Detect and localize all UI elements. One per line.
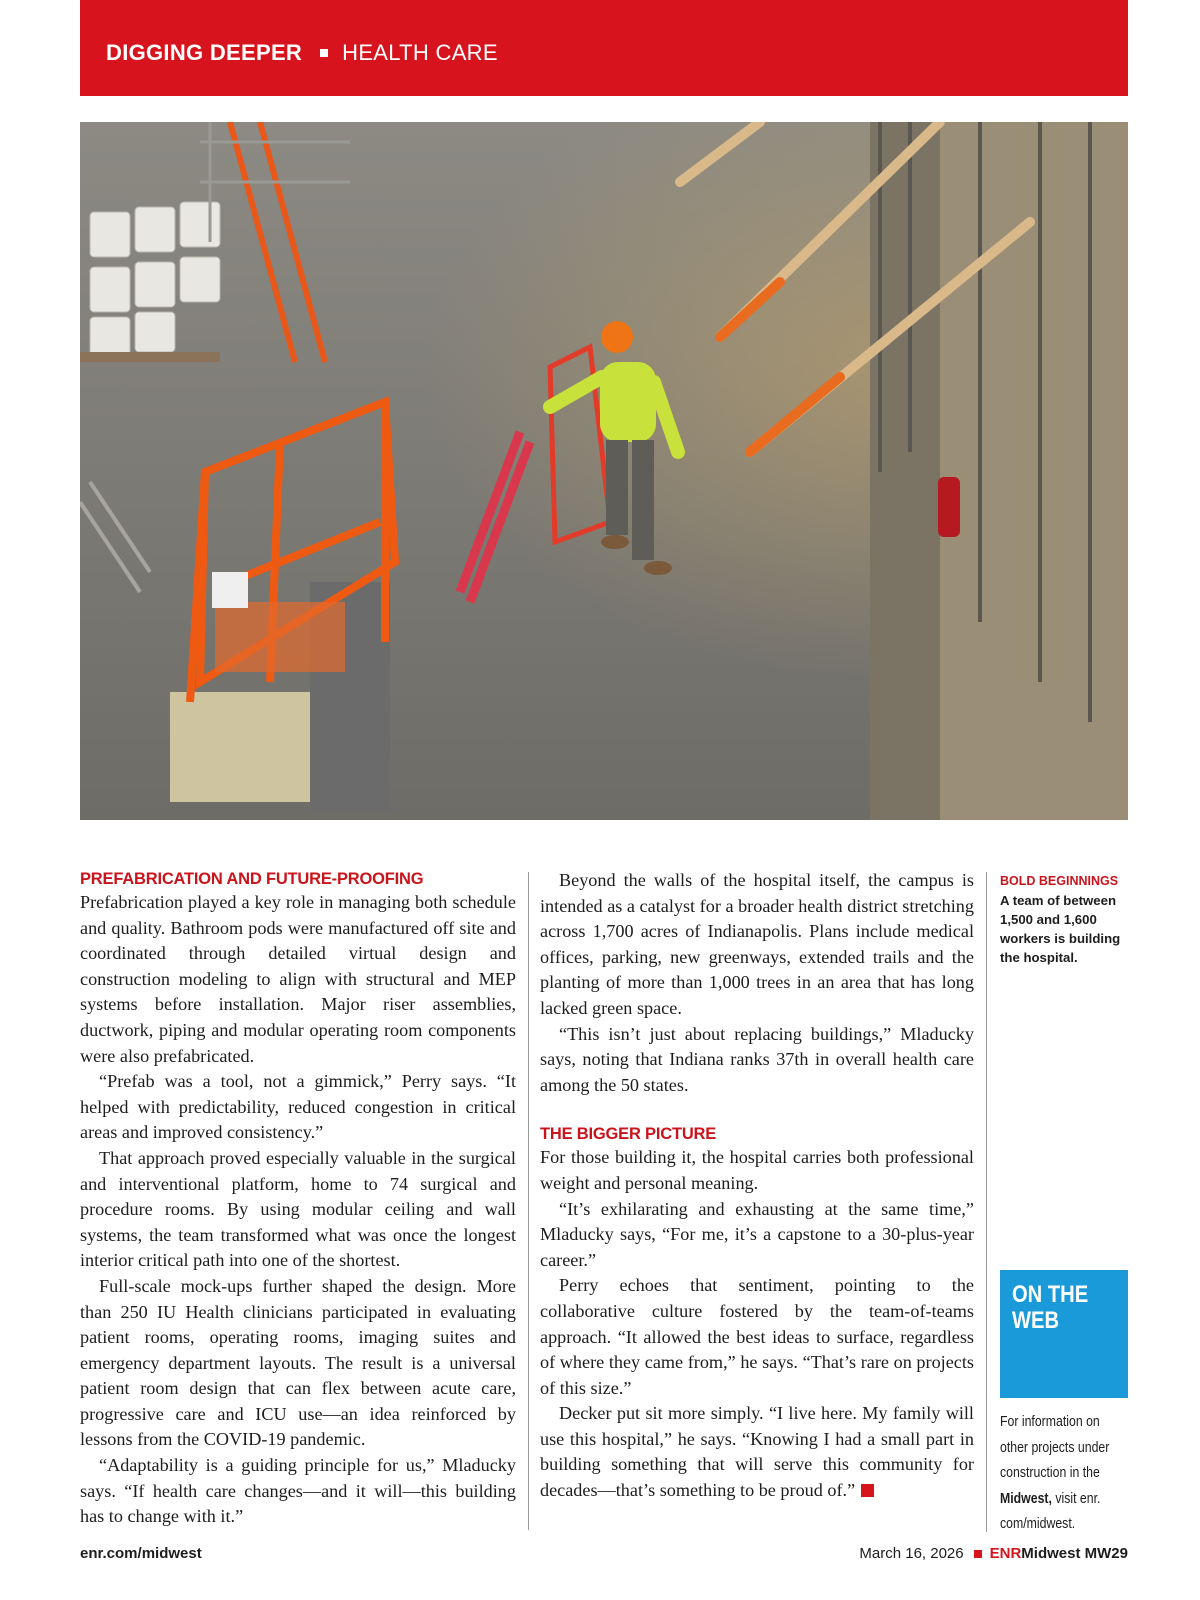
footer-url: enr.com/midwest [80, 1545, 202, 1562]
sidebar-divider [986, 872, 987, 1532]
body-paragraph: Beyond the walls of the hospital itself, the campus is intended as a catalyst for a broader health district stretching across 1,700 acres of Indianapolis. Plans include medical offices, parking, new greenways, extended trails and the planting of more than 1,000 trees in an area that has long lacked green space. [540, 870, 974, 1018]
header-separator-icon [320, 49, 328, 57]
on-the-web-title-line1: ON THE [1012, 1281, 1089, 1308]
on-the-web-box [1000, 1270, 1128, 1398]
construction-photo-illustration [80, 122, 1128, 820]
footer-folio [859, 1545, 1128, 1562]
article-column-1 [80, 868, 516, 1530]
footer-brand: ENR [989, 1545, 1022, 1562]
section-title: DIGGING DEEPER [106, 40, 303, 65]
subhead-prefabrication: PREFABRICATION AND FUTURE-PROOFING [80, 870, 424, 888]
column-divider [528, 872, 529, 1530]
end-mark-icon [861, 1484, 874, 1497]
body-paragraph: Full-scale mock-ups further shaped the design. More than 250 IU Health clinicians participated in evaluating patient rooms, operating rooms, imaging suites and emergency department layouts. The result is a universal patient room design that can flex between acute care, progressive care and ICU use—an idea reinforced by lessons from the COVID-19 pandemic. [80, 1275, 516, 1450]
body-paragraph: For those building it, the hospital carries both professional weight and personal meaning. [540, 1147, 974, 1193]
body-paragraph-last: Decker put sit more simply. “I live here. My family will use this hospital,” he says. “Knowing I had a small part in building something that will serve this community for decades—that’s something to be proud of.” [540, 1403, 974, 1501]
footer-page-number: MW29 [1084, 1545, 1128, 1562]
article-column-2 [540, 868, 974, 1504]
body-paragraph: That approach proved especially valuable in the surgical and interventional platform, home to 74 surgical and procedure rooms. By using modular ceiling and wall systems, the team transformed what was once the longest interior critical path into one of the shortest. [80, 1147, 516, 1271]
body-paragraph: “Prefab was a tool, not a gimmick,” Perry says. “It helped with predictability, reduced congestion in critical areas and improved consistency.” [80, 1071, 516, 1143]
section-header [80, 0, 1128, 96]
on-the-web-title-line2: WEB [1012, 1307, 1060, 1334]
body-paragraph: “It’s exhilarating and exhausting at the same time,” Mladucky says, “For me, it’s a capstone to a 30-plus-year career.” [540, 1198, 974, 1270]
on-the-web-text: For information on other projects under construction in the Midwest, visit enr. com/midwest. [1000, 1414, 1110, 1533]
body-paragraph: Perry echoes that sentiment, pointing to the collaborative culture fostered by the team-of-teams approach. “It allowed the best ideas to surface, regardless of where they came from,” he says. “That’s rare on projects of this size.” [540, 1275, 974, 1398]
body-paragraph: “This isn’t just about replacing buildings,” Mladucky says, noting that Indiana ranks 37th in overall health care among the 50 states. [540, 1023, 974, 1095]
caption-text: A team of between 1,500 and 1,600 workers is building the hospital. [1000, 893, 1121, 965]
body-paragraph: “Adaptability is a guiding principle for us,” Mladucky says. “If health care changes—and it will—this building has to change with it.” [80, 1455, 516, 1527]
subhead-bigger-picture: THE BIGGER PICTURE [540, 1125, 717, 1144]
body-paragraph: Prefabrication played a key role in managing both schedule and quality. Bathroom pods were manufactured off site and coordinated through detailed virtual design and construction modeling to align with structural and MEP systems before installation. Major riser assemblies, ductwork, piping and modular operating room components were also prefabricated. [80, 892, 516, 1066]
footer-date: March 16, 2026 [859, 1545, 964, 1562]
footer-region: Midwest [1021, 1545, 1081, 1562]
footer-separator-icon [974, 1550, 982, 1558]
photo-caption [1000, 872, 1132, 967]
section-subtitle: HEALTH CARE [342, 40, 498, 65]
caption-title: BOLD BEGINNINGS [1000, 874, 1119, 888]
construction-photo [80, 122, 1128, 820]
